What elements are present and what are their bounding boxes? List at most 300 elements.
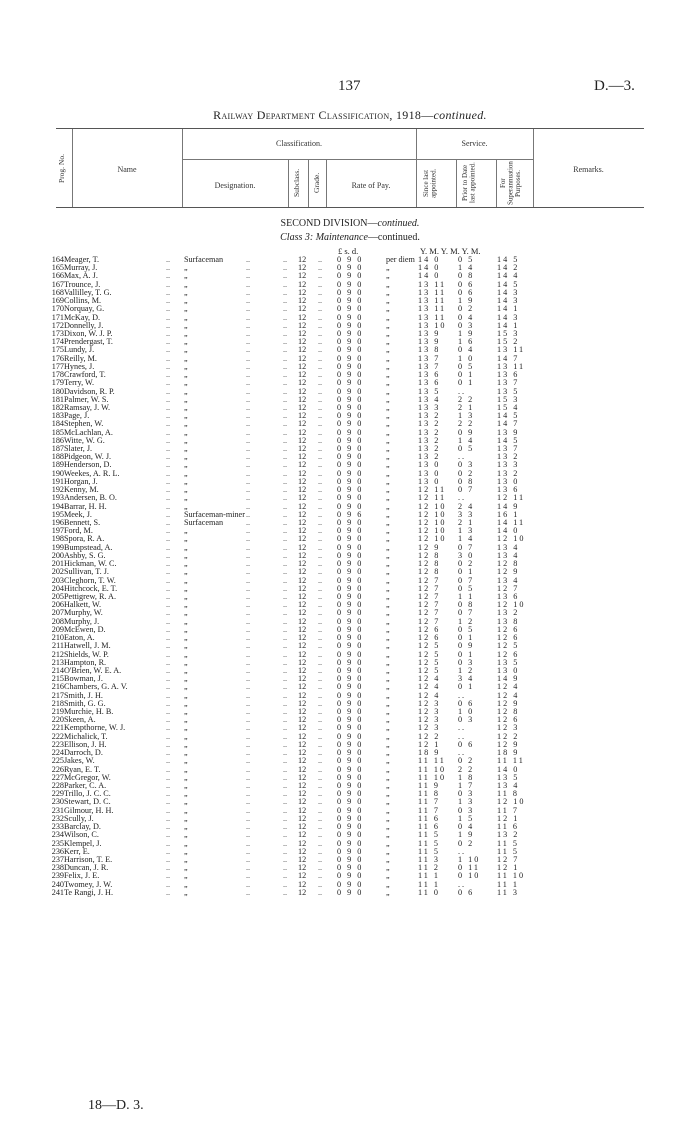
prog-no: 202 — [51, 567, 64, 577]
staff-name: Harrison, T. E. — [64, 855, 113, 864]
service-since-last: 13 8 — [418, 345, 441, 355]
rate-of-pay: 0 9 0 — [337, 608, 364, 618]
pay-period: „ — [386, 263, 390, 273]
service-prior: 0 3 — [458, 715, 475, 725]
service-since-last: 13 11 — [418, 287, 447, 297]
service-superannuation: 11 1 — [497, 879, 520, 889]
leader-dots: .. — [283, 411, 288, 421]
leader-dots: .. — [246, 394, 251, 404]
designation: „ — [184, 345, 188, 355]
pay-period: „ — [386, 328, 390, 338]
designation: „ — [184, 690, 188, 700]
service-prior: 0 1 — [458, 633, 475, 643]
service-prior: 0 8 — [458, 600, 475, 610]
service-prior: 2 4 — [458, 501, 475, 511]
prog-no: 179 — [51, 378, 64, 388]
service-superannuation: 11 6 — [497, 822, 520, 832]
designation: „ — [184, 789, 188, 799]
rate-of-pay: 0 9 0 — [337, 739, 364, 749]
prog-no: 236 — [51, 846, 64, 856]
service-prior: 1 3 — [458, 526, 475, 536]
rate-of-pay: 0 9 0 — [337, 616, 364, 626]
designation: „ — [184, 830, 188, 840]
service-superannuation: 12 1 — [497, 863, 520, 873]
leader-dots: .. — [166, 435, 171, 445]
pay-period: „ — [386, 772, 390, 782]
service-superannuation: 13 0 — [497, 476, 520, 486]
leader-dots: .. — [246, 731, 251, 741]
leader-dots: .. — [166, 476, 171, 486]
leader-dots: .. — [166, 764, 171, 774]
service-superannuation: 13 7 — [497, 444, 520, 454]
rate-of-pay: 0 9 0 — [337, 797, 364, 807]
prog-no: 237 — [51, 854, 64, 864]
leader-dots: .. — [246, 781, 251, 790]
leader-dots: .. — [283, 386, 288, 396]
service-prior: 1 1 — [458, 591, 475, 601]
leader-dots: .. — [166, 279, 171, 289]
leader-dots: .. — [283, 756, 288, 766]
rate-of-pay-header: Rate of Pay. — [351, 181, 391, 190]
prior-to-date-header: Prior to Date last appointed. — [461, 162, 477, 204]
leader-dots: .. — [283, 830, 288, 840]
title-main: Railway Department Classification — [213, 108, 390, 122]
grade: 12 — [298, 567, 307, 577]
leader-dots: .. — [166, 707, 171, 717]
leader-dots: .. — [166, 624, 171, 634]
leader-dots: .. — [318, 271, 323, 281]
leader-dots: .. — [246, 255, 251, 264]
designation: „ — [184, 624, 188, 634]
leader-dots: .. — [283, 567, 288, 577]
staff-name: Terry, W. — [64, 379, 95, 388]
leader-dots: .. — [318, 402, 323, 412]
leader-dots: .. — [166, 559, 171, 569]
designation: Surfaceman — [184, 518, 224, 527]
designation: „ — [184, 805, 188, 815]
leader-dots: .. — [246, 476, 251, 486]
service-prior: 0 6 — [458, 698, 475, 708]
leader-dots: .. — [318, 279, 323, 289]
leader-dots: .. — [166, 501, 171, 511]
prog-no: 185 — [51, 427, 64, 437]
service-prior: 0 2 — [458, 468, 475, 478]
service-prior: 0 3 — [458, 320, 475, 330]
pay-period: „ — [386, 287, 390, 297]
service-since-last: 13 7 — [418, 353, 441, 363]
pay-period: „ — [386, 427, 390, 437]
grade: 12 — [298, 813, 307, 823]
prog-no: 189 — [51, 460, 64, 470]
leader-dots: .. — [166, 649, 171, 659]
designation: Surfaceman-miner — [184, 509, 245, 519]
staff-name: Barclay, D. — [64, 823, 101, 832]
leader-dots: .. — [283, 550, 288, 560]
service-superannuation: 13 5 — [497, 386, 520, 396]
service-superannuation: 14 3 — [497, 312, 520, 322]
leader-dots: .. — [166, 789, 171, 799]
pay-period: „ — [386, 887, 390, 897]
staff-name: Michalick, T. — [64, 732, 108, 741]
leader-dots: .. — [166, 296, 171, 306]
prog-no: 171 — [51, 312, 64, 322]
leader-dots: .. — [283, 698, 288, 708]
rate-of-pay: 0 9 0 — [337, 271, 364, 281]
staff-name: McKay, D. — [64, 313, 101, 322]
leader-dots: .. — [246, 328, 251, 338]
pay-period: „ — [386, 854, 390, 864]
leader-dots: .. — [318, 468, 323, 478]
service-superannuation: 12 5 — [497, 641, 520, 651]
designation: „ — [184, 328, 188, 338]
service-prior: 1 3 — [458, 797, 475, 807]
grade: 12 — [298, 402, 307, 412]
service-prior: .. — [458, 386, 467, 396]
pay-period: „ — [386, 509, 390, 519]
pay-period: „ — [386, 279, 390, 289]
leader-dots: .. — [283, 805, 288, 815]
service-prior: 1 0 — [458, 353, 475, 363]
prog-no: 212 — [51, 649, 64, 659]
leader-dots: .. — [246, 304, 251, 314]
designation: „ — [184, 748, 188, 758]
leader-dots: .. — [246, 887, 251, 897]
leader-dots: .. — [166, 419, 171, 429]
grade: 12 — [298, 452, 307, 462]
service-since-last: 12 7 — [418, 608, 441, 618]
leader-dots: .. — [246, 419, 251, 429]
pay-period: „ — [386, 616, 390, 626]
prog-no: 180 — [51, 386, 64, 396]
service-superannuation: 12 9 — [497, 739, 520, 749]
leader-dots: .. — [166, 304, 171, 314]
pay-period: „ — [386, 633, 390, 643]
grade: 12 — [298, 386, 307, 396]
service-since-last: 13 2 — [418, 427, 441, 437]
leader-dots: .. — [166, 518, 171, 527]
designation: „ — [184, 402, 188, 412]
leader-dots: .. — [166, 583, 171, 593]
service-superannuation: 11 5 — [497, 838, 520, 848]
service-since-last: 12 8 — [418, 550, 441, 560]
service-superannuation: 16 1 — [497, 509, 520, 519]
leader-dots: .. — [246, 575, 251, 585]
designation: „ — [184, 641, 188, 651]
service-since-last: 12 7 — [418, 575, 441, 585]
designation: „ — [184, 411, 188, 421]
leader-dots: .. — [246, 312, 251, 322]
designation: „ — [184, 263, 188, 273]
leader-dots: .. — [318, 805, 323, 815]
leader-dots: .. — [246, 559, 251, 569]
leader-dots: .. — [318, 559, 323, 569]
designation: „ — [184, 550, 188, 560]
service-since-last: 12 7 — [418, 616, 441, 626]
grade: 12 — [298, 641, 307, 651]
service-superannuation: 13 4 — [497, 781, 520, 790]
service-since-last: 12 10 — [418, 518, 447, 527]
staff-name: Twomey, J. W. — [64, 880, 113, 889]
leader-dots: .. — [318, 731, 323, 741]
service-superannuation: 11 5 — [497, 846, 520, 856]
leader-dots: .. — [318, 485, 323, 495]
division-heading — [0, 218, 700, 229]
pay-period: „ — [386, 370, 390, 380]
designation: „ — [184, 296, 188, 306]
rate-of-pay: 0 9 0 — [337, 419, 364, 429]
service-superannuation: 14 9 — [497, 501, 520, 511]
leader-dots: .. — [318, 575, 323, 585]
service-prior: .. — [458, 846, 467, 856]
leader-dots: .. — [283, 337, 288, 347]
classification-header: Classification. — [276, 139, 322, 148]
grade: 12 — [298, 353, 307, 363]
leader-dots: .. — [246, 649, 251, 659]
pay-period: „ — [386, 353, 390, 363]
leader-dots: .. — [283, 723, 288, 733]
service-prior: 1 10 — [458, 854, 481, 864]
pay-period: „ — [386, 748, 390, 758]
rate-of-pay: 0 9 0 — [337, 518, 364, 527]
prog-no: 197 — [51, 526, 64, 536]
leader-dots: .. — [246, 846, 251, 856]
leader-dots: .. — [246, 263, 251, 273]
designation: „ — [184, 493, 188, 503]
leader-dots: .. — [318, 394, 323, 404]
service-prior: 0 9 — [458, 641, 475, 651]
leader-dots: .. — [166, 361, 171, 371]
grade: 12 — [298, 271, 307, 281]
designation: „ — [184, 838, 188, 848]
rate-of-pay: 0 9 0 — [337, 542, 364, 552]
prog-no: 195 — [51, 509, 64, 519]
leader-dots: .. — [246, 435, 251, 445]
rate-of-pay: 0 9 0 — [337, 591, 364, 601]
service-superannuation: 18 9 — [497, 748, 520, 758]
rate-of-pay: 0 9 0 — [337, 550, 364, 560]
designation: „ — [184, 781, 188, 790]
rate-of-pay: 0 9 0 — [337, 813, 364, 823]
rate-of-pay: 0 9 0 — [337, 822, 364, 832]
page-number: 137 — [338, 78, 361, 94]
service-prior: 0 6 — [458, 887, 475, 897]
rate-of-pay: 0 9 0 — [337, 657, 364, 667]
leader-dots: .. — [318, 739, 323, 749]
leader-dots: .. — [283, 608, 288, 618]
staff-name: Dixon, W. J. P. — [64, 329, 113, 338]
leader-dots: .. — [246, 838, 251, 848]
service-since-last: 11 5 — [418, 846, 441, 856]
service-since-last: 11 7 — [418, 805, 441, 815]
rate-of-pay: 0 9 0 — [337, 386, 364, 396]
leader-dots: .. — [283, 781, 288, 790]
leader-dots: .. — [318, 345, 323, 355]
service-since-last: 12 5 — [418, 665, 441, 675]
service-superannuation: 12 9 — [497, 567, 520, 577]
leader-dots: .. — [246, 690, 251, 700]
designation: „ — [184, 501, 188, 511]
service-superannuation: 14 5 — [497, 255, 520, 264]
prog-no: 200 — [51, 550, 64, 560]
grade: 12 — [298, 698, 307, 708]
leader-dots: .. — [318, 591, 323, 601]
staff-name: Stewart, D. C. — [64, 798, 111, 807]
service-since-last: 12 10 — [418, 526, 447, 536]
rate-of-pay: 0 9 0 — [337, 460, 364, 470]
prog-no: 205 — [51, 591, 64, 601]
leader-dots: .. — [166, 378, 171, 388]
service-since-last: 13 2 — [418, 435, 441, 445]
staff-name: Ellison, J. H. — [64, 740, 107, 749]
staff-name: Murphy, J. — [64, 617, 100, 626]
grade: 12 — [298, 863, 307, 873]
grade: 12 — [298, 575, 307, 585]
service-since-last: 13 0 — [418, 476, 441, 486]
leader-dots: .. — [318, 370, 323, 380]
rate-of-pay: 0 9 0 — [337, 468, 364, 478]
leader-dots: .. — [318, 879, 323, 889]
staff-name: Stephen, W. — [64, 420, 104, 429]
grade: 12 — [298, 361, 307, 371]
leader-dots: .. — [283, 657, 288, 667]
leader-dots: .. — [166, 411, 171, 421]
rate-of-pay: 0 9 0 — [337, 394, 364, 404]
pay-period: „ — [386, 665, 390, 675]
prog-no: 231 — [51, 805, 64, 815]
pay-period: „ — [386, 361, 390, 371]
service-prior: 1 0 — [458, 707, 475, 717]
leader-dots: .. — [246, 485, 251, 495]
leader-dots: .. — [318, 353, 323, 363]
leader-dots: .. — [318, 715, 323, 725]
staff-name: Kerr, E. — [64, 847, 90, 856]
leader-dots: .. — [246, 756, 251, 766]
leader-dots: .. — [318, 781, 323, 790]
staff-name: Felix, J. E. — [64, 872, 100, 881]
leader-dots: .. — [283, 444, 288, 454]
rate-of-pay: 0 9 0 — [337, 370, 364, 380]
service-since-last: 13 5 — [418, 386, 441, 396]
service-since-last: 13 11 — [418, 296, 447, 306]
service-since-last: 11 11 — [418, 756, 446, 766]
leader-dots: .. — [283, 797, 288, 807]
leader-dots: .. — [166, 427, 171, 437]
grade: 12 — [298, 468, 307, 478]
service-prior: 0 7 — [458, 575, 475, 585]
designation: „ — [184, 616, 188, 626]
prog-no: 235 — [51, 838, 64, 848]
staff-table-body — [0, 256, 700, 897]
leader-dots: .. — [246, 879, 251, 889]
leader-dots: .. — [246, 674, 251, 684]
service-prior: .. — [458, 723, 467, 733]
rate-of-pay: 0 9 0 — [337, 287, 364, 297]
prog-no: 191 — [51, 476, 64, 486]
leader-dots: .. — [246, 624, 251, 634]
leader-dots: .. — [283, 296, 288, 306]
leader-dots: .. — [318, 263, 323, 273]
leader-dots: .. — [283, 871, 288, 881]
leader-dots: .. — [246, 616, 251, 626]
prog-no: 175 — [51, 345, 64, 355]
prog-no: 217 — [51, 690, 64, 700]
service-prior: 0 11 — [458, 863, 481, 873]
service-prior: .. — [458, 748, 467, 758]
designation: „ — [184, 871, 188, 881]
leader-dots: .. — [318, 460, 323, 470]
service-prior: 1 2 — [458, 665, 475, 675]
grade: 12 — [298, 600, 307, 610]
staff-name: McEwen, D. — [64, 625, 106, 634]
staff-name: Vallilley, T. G. — [64, 288, 112, 297]
prog-no: 187 — [51, 444, 64, 454]
prog-no: 211 — [52, 641, 64, 651]
service-since-last: 13 11 — [418, 304, 447, 314]
leader-dots: .. — [246, 345, 251, 355]
service-prior: 0 8 — [458, 476, 475, 486]
service-since-last: 12 6 — [418, 633, 441, 643]
service-prior: 0 6 — [458, 739, 475, 749]
leader-dots: .. — [283, 559, 288, 569]
leader-dots: .. — [318, 641, 323, 651]
service-since-last: 11 10 — [418, 772, 447, 782]
pay-period: „ — [386, 863, 390, 873]
leader-dots: .. — [166, 781, 171, 790]
rate-of-pay: 0 9 0 — [337, 476, 364, 486]
leader-dots: .. — [246, 715, 251, 725]
leader-dots: .. — [283, 665, 288, 675]
prog-no: 201 — [51, 559, 64, 569]
staff-name: Witte, W. G. — [64, 436, 105, 445]
designation: „ — [184, 583, 188, 593]
leader-dots: .. — [246, 287, 251, 297]
grade: 12 — [298, 838, 307, 848]
leader-dots: .. — [318, 772, 323, 782]
pay-period: „ — [386, 337, 390, 347]
grade: 12 — [298, 493, 307, 503]
rate-of-pay: 0 9 0 — [337, 427, 364, 437]
leader-dots: .. — [246, 698, 251, 708]
service-since-last: 12 11 — [418, 493, 447, 503]
pay-period: „ — [386, 731, 390, 741]
leader-dots: .. — [318, 863, 323, 873]
service-prior: 0 7 — [458, 485, 475, 495]
prog-no: 227 — [51, 772, 64, 782]
leader-dots: .. — [246, 772, 251, 782]
prog-no: 234 — [51, 830, 64, 840]
prog-no: 188 — [51, 452, 64, 462]
leader-dots: .. — [166, 616, 171, 626]
pay-period: „ — [386, 501, 390, 511]
leader-dots: .. — [166, 600, 171, 610]
grade: 12 — [298, 830, 307, 840]
designation: „ — [184, 526, 188, 536]
rate-of-pay: 0 9 0 — [337, 534, 364, 544]
rate-of-pay: 0 9 0 — [337, 378, 364, 388]
staff-name: Bowman, J. — [64, 675, 103, 684]
staff-name: Kempthorne, W. J. — [64, 724, 126, 733]
pay-period: „ — [386, 871, 390, 881]
pay-period: „ — [386, 518, 390, 527]
designation: „ — [184, 427, 188, 437]
pay-period: „ — [386, 378, 390, 388]
designation: „ — [184, 715, 188, 725]
service-superannuation: 12 4 — [497, 690, 520, 700]
service-prior: 0 2 — [458, 559, 475, 569]
leader-dots: .. — [246, 739, 251, 749]
grade: 12 — [298, 748, 307, 758]
pay-period: „ — [386, 386, 390, 396]
